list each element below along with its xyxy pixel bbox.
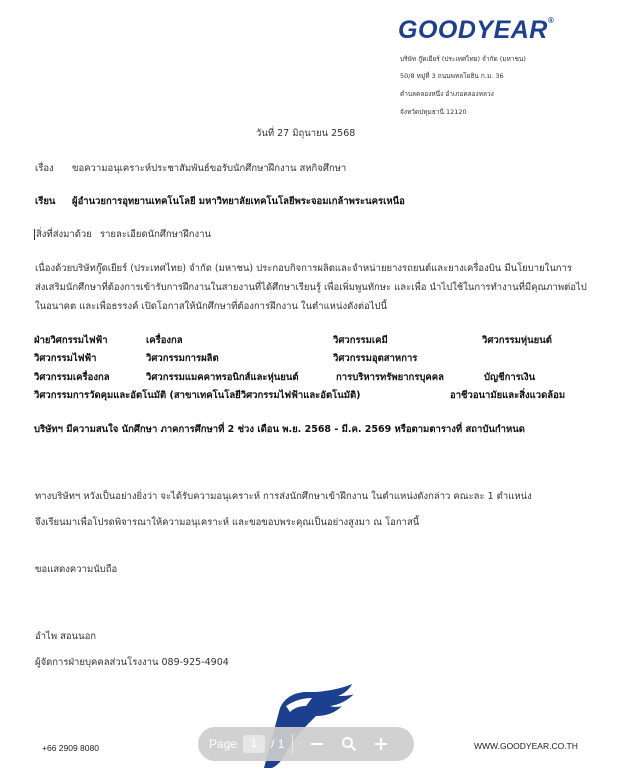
to-text: ผู้อำนวยการอุทยานเทคโนโลยี มหาวิทยาลัยเทคโนโลยีพระจอมเกล้าพระนครเหนือ	[72, 196, 405, 207]
attachment-text: รายละเอียดนักศึกษาฝึกงาน	[100, 229, 212, 240]
address-line-4: จังหวัดปทุมธานี 12120	[400, 108, 467, 116]
position-item: บัญชีการเงิน	[484, 372, 536, 383]
position-item: ฝ่ายวิศกรรมไฟฟ้า	[34, 335, 108, 346]
subject-label: เรื่อง	[35, 163, 54, 174]
position-item: เครื่องกล	[146, 335, 183, 346]
page-number-input[interactable]: 1	[243, 735, 265, 753]
plus-icon	[374, 737, 388, 751]
attachment-label: สิ่งที่ส่งมาด้วย	[36, 229, 92, 240]
position-item: วิศวกรรมการวัดคุมและอัตโนมัติ (สาขาเทคโนโลยีวิศวกรรมไฟฟ้าและอัตโนมัติ)	[34, 390, 361, 401]
address-line-2: 50/8 หมู่ที่ 3 ถนนพหลโยธิน ก.ม. 36	[400, 72, 504, 80]
internship-period: บริษัทฯ มีความสนใจ นักศึกษา ภาคการศึกษาที่ 2 ช่วง เดือน พ.ย. 2568 - มี.ค. 2569 หรือตามตารางที่ สถาบันกำหนด	[34, 424, 525, 435]
zoom-out-button[interactable]	[306, 733, 328, 755]
page-label: Page	[209, 737, 238, 751]
text-cursor	[34, 229, 35, 240]
toolbar-divider	[292, 734, 293, 754]
footer-phone: +66 2909 8080	[42, 743, 99, 753]
to-label: เรียน	[35, 196, 56, 207]
closing-line-2: จึงเรียนมาเพื่อโปรดพิจารณาให้ความอนุเคราะห์ และขอขอบพระคุณเป็นอย่างสูงมา ณ โอกาสนี้	[35, 517, 420, 528]
zoom-in-button[interactable]	[370, 733, 392, 755]
zoom-reset-button[interactable]	[338, 733, 360, 755]
intro-line-3: ในอนาคต และเพื่อธรรงค์ เปิดโอกาสให้นักศึกษาที่ต้องการฝึกงาน ในตำแหน่งดังต่อไปนี้	[35, 301, 388, 312]
minus-icon	[310, 737, 324, 751]
address-line-1: บริษัท กู๊ดเยียร์ (ประเทศไทย) จำกัด (มหาชน)	[400, 55, 526, 63]
attachment-line	[34, 227, 92, 242]
page-total: / 1	[271, 737, 285, 751]
position-item: อาชีวอนามัยและสิ่งแวดล้อม	[450, 390, 566, 401]
position-item: วิศวกรรมการผลิต	[146, 353, 219, 364]
position-item: วิศวกรรมไฟฟ้า	[34, 353, 97, 364]
position-item: วิศวกรรมเครื่องกล	[34, 372, 110, 383]
position-item: วิศวกรรมเคมี	[333, 335, 388, 346]
footer-website[interactable]: WWW.GOODYEAR.CO.TH	[474, 741, 578, 751]
letter-date: วันที่ 27 มิถุนายน 2568	[256, 128, 356, 139]
goodyear-logo: GOODYEAR®	[398, 16, 555, 44]
subject-text: ขอความอนุเคราะห์ประชาสัมพันธ์ขอรับนักศึกษาฝึกงาน สหกิจศึกษา	[72, 163, 347, 174]
intro-line-1: เนื่องด้วยบริษัทกู๊ดเยียร์ (ประเทศไทย) จำกัด (มหาชน) ประกอบกิจการผลิตและจำหน่ายยางรถยนต์และยางเครื่องบิน มีนโยบายในการ	[35, 263, 573, 274]
position-item: วิศวกรรมแมคคาทรอนิกส์และหุ่นยนต์	[146, 372, 299, 383]
position-item: การบริหารทรัพยากรบุคคล	[336, 372, 444, 383]
position-item: วิศวกรรมอุตสาหการ	[333, 353, 418, 364]
closing-line-1: ทางบริษัทฯ หวังเป็นอย่างยิ่งว่า จะได้รับความอนุเคราะห์ การส่งนักศึกษาเข้าฝึกงาน ในตำแหน่งดังกล่าว คณะละ 1 ตำแหน่ง	[35, 491, 532, 502]
signer-title: ผู้จัดการฝ่ายบุคคลส่วนโรงงาน 089-925-4904	[35, 657, 229, 668]
signer-name: อำไพ สอนนอก	[35, 631, 97, 642]
address-line-3: ตำบลคลองหนึ่ง อำเภอคลองหลวง	[400, 90, 494, 98]
magnifier-icon	[341, 736, 357, 752]
intro-line-2: ส่งเสริมนักศึกษาที่ต้องการเข้ารับการฝึกงานในสายงานที่ได้ศึกษาเรียนรู้ เพื่อเพิ่มพูนทักษะ และเพื่อ นำไปใช้ในการทำงานที่มีคุณภาพต่อไป	[35, 282, 587, 293]
position-item: วิศวกรรมหุ่นยนต์	[482, 335, 552, 346]
pdf-toolbar	[198, 727, 414, 761]
regards: ขอแสดงความนับถือ	[35, 564, 118, 575]
logo-text: GOODYEAR	[398, 16, 548, 44]
